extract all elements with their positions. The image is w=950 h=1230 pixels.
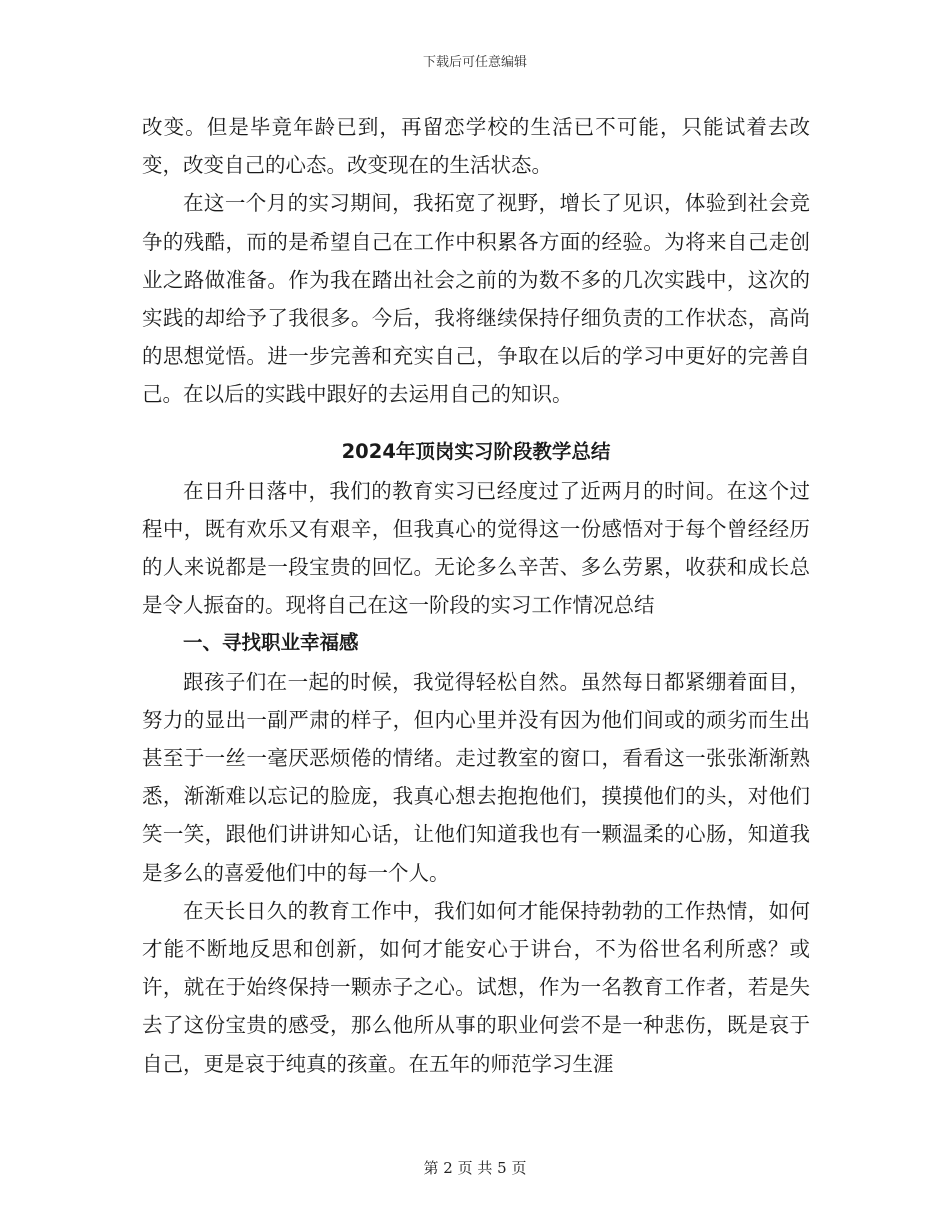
paragraph-continued: 改变。但是毕竟年龄已到，再留恋学校的生活已不可能，只能试着去改变，改变自己的心态。改变现在的生活状态。 (142, 115, 810, 178)
page-footer: 第 2 页 共 5 页 (423, 1159, 527, 1177)
subheading-career-happiness: 一、寻找职业幸福感 (183, 631, 359, 655)
paragraph-enthusiasm: 在天长日久的教育工作中，我们如何才能保持勃勃的工作热情，如何才能不断地反思和创新，如何才能安心于讲台，不为俗世名利所惑？或许，就在于始终保持一颗赤子之心。试想，作为一名教育工作者，若是失去了这份宝贵的感受，那么他所从事的职业何尝不是一种悲伤，既是哀于自己，更是哀于纯真的孩童。在五年的师范学习生涯 (142, 898, 810, 1076)
document-body (142, 108, 810, 1083)
paragraph-intro: 在日升日落中，我们的教育实习已经度过了近两月的时间。在这个过程中，既有欢乐又有艰辛，但我真心的觉得这一份感悟对于每个曾经经历的人来说都是一段宝贵的回忆。无论多么辛苦、多么劳累，收获和成长总是令人振奋的。现将自己在这一阶段的实习工作情况总结 (142, 478, 810, 618)
section-title: 2024年顶岗实习阶段教学总结 (341, 439, 611, 463)
page-header: 下载后可任意编辑 (422, 55, 527, 70)
paragraph-children: 跟孩子们在一起的时候，我觉得轻松自然。虽然每日都紧绷着面目，努力的显出一副严肃的样子，但内心里并没有因为他们间或的顽劣而生出甚至于一丝一毫厌恶烦倦的情绪。走过教室的窗口，看看这一张张渐渐熟悉，渐渐难以忘记的脸庞，我真心想去抱抱他们，摸摸他们的头，对他们笑一笑，跟他们讲讲知心话，让他们知道我也有一颗温柔的心肠，知道我是多么的喜爱他们中的每一个人。 (142, 669, 810, 885)
paragraph-internship-summary: 在这一个月的实习期间，我拓宽了视野，增长了见识，体验到社会竞争的残酷，而的是希望自己在工作中积累各方面的经验。为将来自己走创业之路做准备。作为我在踏出社会之前的为数不多的几次实践中，这次的实践的却给予了我很多。今后，我将继续保持仔细负责的工作状态，高尚的思想觉悟。进一步完善和充实自己，争取在以后的学习中更好的完善自己。在以后的实践中跟好的去运用自己的知识。 (142, 191, 810, 407)
